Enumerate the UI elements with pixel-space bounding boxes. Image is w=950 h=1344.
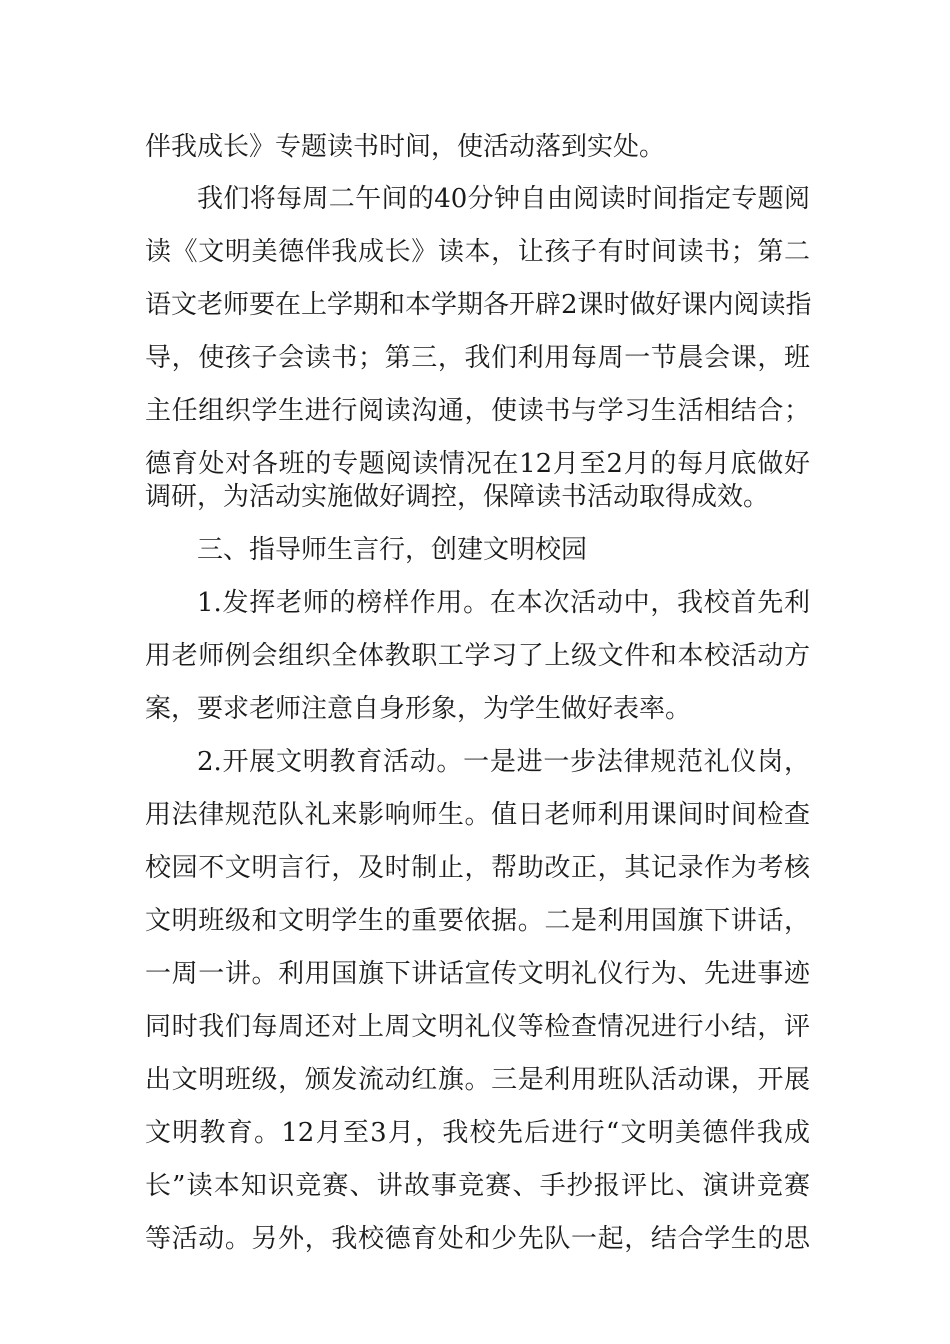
text-line: 主任组织学生进行阅读沟通，使读书与学习生活相结合； xyxy=(145,396,810,426)
text-line: 校园不文明言行，及时制止，帮助改正，其记录作为考核 xyxy=(145,853,810,883)
text-line: 长”读本知识竞赛、讲故事竞赛、手抄报评比、演讲竞赛 xyxy=(145,1171,810,1201)
paragraph-first-line: 我们将每周二午间的40分钟自由阅读时间指定专题阅 xyxy=(197,184,810,214)
text-line: 用法律规范队礼来影响师生。值日老师利用课间时间检查 xyxy=(145,800,810,830)
paragraph-first-line: 1.发挥老师的榜样作用。在本次活动中，我校首先利 xyxy=(197,588,810,618)
text-line: 同时我们每周还对上周文明礼仪等检查情况进行小结，评 xyxy=(145,1012,810,1042)
text-line: 文明教育。12月至3月，我校先后进行“文明美德伴我成 xyxy=(145,1118,810,1148)
section-heading: 三、指导师生言行，创建文明校园 xyxy=(197,535,588,565)
text-line: 出文明班级，颁发流动红旗。三是利用班队活动课，开展 xyxy=(145,1065,810,1095)
text-line: 伴我成长》专题读书时间，使活动落到实处。 xyxy=(145,132,666,162)
text-line: 文明班级和文明学生的重要依据。二是利用国旗下讲话， xyxy=(145,906,810,936)
text-line: 案，要求老师注意自身形象，为学生做好表率。 xyxy=(145,694,692,724)
text-line: 等活动。另外，我校德育处和少先队一起，结合学生的思 xyxy=(145,1224,810,1254)
text-line: 调研，为活动实施做好调控，保障读书活动取得成效。 xyxy=(145,482,770,512)
paragraph-first-line: 2.开展文明教育活动。一是进一步法律规范礼仪岗， xyxy=(197,747,810,777)
text-line: 语文老师要在上学期和本学期各开辟2课时做好课内阅读指 xyxy=(145,290,812,320)
text-line: 用老师例会组织全体教职工学习了上级文件和本校活动方 xyxy=(145,641,810,671)
text-line: 导，使孩子会读书；第三，我们利用每周一节晨会课，班 xyxy=(145,343,810,373)
text-line: 一周一讲。利用国旗下讲话宣传文明礼仪行为、先进事迹 xyxy=(145,959,810,989)
text-line: 德育处对各班的专题阅读情况在12月至2月的每月底做好 xyxy=(145,449,810,479)
text-line: 读《文明美德伴我成长》读本，让孩子有时间读书；第二 xyxy=(145,237,810,267)
